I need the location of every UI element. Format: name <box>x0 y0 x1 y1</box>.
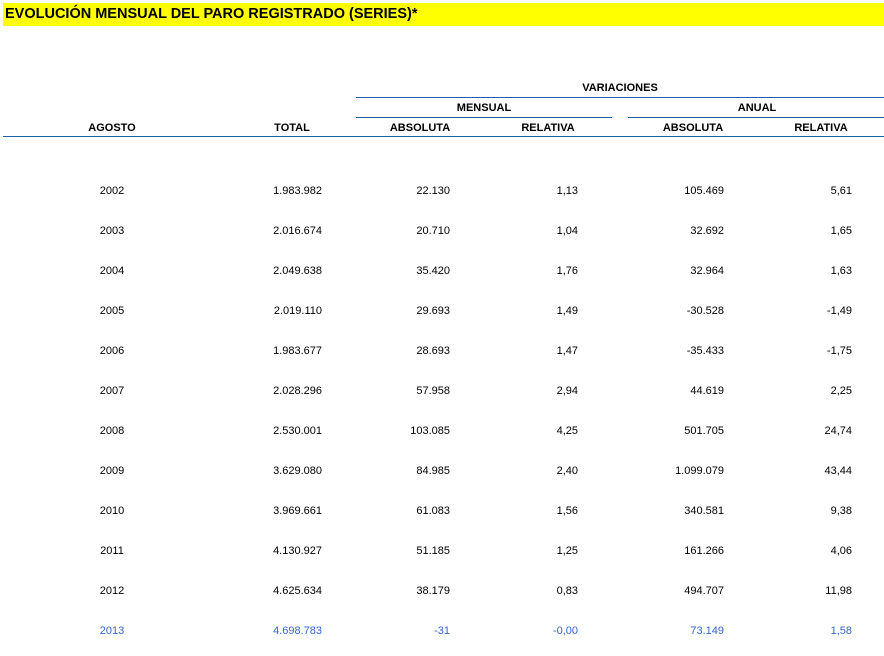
cell-year: 2005 <box>99 305 125 317</box>
cell-anual-absoluta: 44.619 <box>690 385 724 397</box>
page-title: EVOLUCIÓN MENSUAL DEL PARO REGISTRADO (SERIES)* <box>3 3 884 26</box>
cell-anual-relativa: 5,61 <box>830 185 852 197</box>
cell-year: 2004 <box>99 265 125 277</box>
cell-anual-absoluta: 73.149 <box>690 625 724 637</box>
cell-anual-relativa: -1,75 <box>826 345 852 357</box>
cell-year: 2012 <box>99 585 125 597</box>
cell-mensual-absoluta: -31 <box>434 625 450 637</box>
cell-total: 4.625.634 <box>273 585 322 597</box>
header-rule-variaciones <box>356 97 884 98</box>
header-anual: ANUAL <box>737 102 777 114</box>
cell-total: 2.019.110 <box>273 305 322 317</box>
cell-total: 2.530.001 <box>273 425 322 437</box>
cell-year: 2006 <box>99 345 125 357</box>
cell-year: 2007 <box>99 385 125 397</box>
header-rule-mensual <box>356 117 612 118</box>
cell-mensual-absoluta: 57.958 <box>416 385 450 397</box>
cell-anual-absoluta: -35.433 <box>686 345 724 357</box>
cell-anual-absoluta: 105.469 <box>684 185 724 197</box>
cell-total: 4.130.927 <box>273 545 322 557</box>
cell-anual-absoluta: 32.692 <box>690 225 724 237</box>
cell-anual-relativa: 24,74 <box>824 425 852 437</box>
cell-year: 2009 <box>99 465 125 477</box>
header-rule-anual <box>628 117 884 118</box>
cell-year: 2013 <box>99 625 125 637</box>
cell-mensual-relativa: 4,25 <box>556 425 578 437</box>
header-rule-main <box>3 136 884 137</box>
cell-mensual-absoluta: 28.693 <box>416 345 450 357</box>
cell-year: 2008 <box>99 425 125 437</box>
header-mensual: MENSUAL <box>456 102 512 114</box>
cell-anual-relativa: -1,49 <box>826 305 852 317</box>
cell-total: 1.983.982 <box>273 185 322 197</box>
cell-total: 2.049.638 <box>273 265 322 277</box>
cell-mensual-absoluta: 103.085 <box>410 425 450 437</box>
cell-mensual-relativa: 1,49 <box>556 305 578 317</box>
cell-mensual-relativa: 1,13 <box>556 185 578 197</box>
cell-anual-relativa: 1,65 <box>830 225 852 237</box>
cell-total: 2.016.674 <box>273 225 322 237</box>
header-mensual-relativa: RELATIVA <box>521 122 575 134</box>
cell-anual-relativa: 1,58 <box>830 625 852 637</box>
cell-mensual-absoluta: 51.185 <box>416 545 450 557</box>
cell-year: 2002 <box>99 185 125 197</box>
cell-total: 3.969.661 <box>273 505 322 517</box>
cell-mensual-relativa: 1,47 <box>556 345 578 357</box>
cell-mensual-absoluta: 38.179 <box>416 585 450 597</box>
cell-year: 2011 <box>100 545 124 557</box>
header-agosto: AGOSTO <box>88 122 136 134</box>
cell-anual-absoluta: 494.707 <box>684 585 724 597</box>
cell-anual-relativa: 2,25 <box>830 385 852 397</box>
cell-mensual-absoluta: 35.420 <box>416 265 450 277</box>
cell-anual-relativa: 4,06 <box>830 545 852 557</box>
cell-anual-absoluta: 501.705 <box>684 425 724 437</box>
cell-total: 2.028.296 <box>273 385 322 397</box>
cell-mensual-absoluta: 84.985 <box>416 465 450 477</box>
cell-mensual-relativa: 2,94 <box>556 385 578 397</box>
header-variaciones: VARIACIONES <box>582 82 658 94</box>
cell-total: 4.698.783 <box>273 625 322 637</box>
cell-mensual-absoluta: 61.083 <box>416 505 450 517</box>
cell-anual-relativa: 1,63 <box>830 265 852 277</box>
cell-mensual-absoluta: 29.693 <box>416 305 450 317</box>
cell-mensual-absoluta: 20.710 <box>416 225 450 237</box>
cell-total: 1.983.677 <box>273 345 322 357</box>
cell-anual-absoluta: 1.099.079 <box>675 465 724 477</box>
cell-anual-relativa: 11,98 <box>825 585 852 597</box>
header-mensual-absoluta: ABSOLUTA <box>389 122 451 134</box>
cell-mensual-relativa: 2,40 <box>556 465 578 477</box>
cell-anual-relativa: 9,38 <box>830 505 852 517</box>
cell-mensual-absoluta: 22.130 <box>416 185 450 197</box>
header-anual-relativa: RELATIVA <box>794 122 848 134</box>
cell-year: 2003 <box>99 225 125 237</box>
cell-mensual-relativa: 1,25 <box>556 545 578 557</box>
cell-mensual-relativa: 1,56 <box>556 505 578 517</box>
cell-mensual-relativa: 1,04 <box>556 225 578 237</box>
cell-anual-absoluta: -30.528 <box>686 305 724 317</box>
cell-anual-absoluta: 161.266 <box>684 545 724 557</box>
cell-mensual-relativa: 0,83 <box>556 585 578 597</box>
header-anual-absoluta: ABSOLUTA <box>662 122 724 134</box>
cell-mensual-relativa: 1,76 <box>556 265 578 277</box>
cell-mensual-relativa: -0,00 <box>552 625 578 637</box>
cell-total: 3.629.080 <box>273 465 322 477</box>
cell-anual-absoluta: 340.581 <box>684 505 724 517</box>
cell-anual-relativa: 43,44 <box>824 465 852 477</box>
header-total: TOTAL <box>274 122 310 134</box>
cell-year: 2010 <box>99 505 125 517</box>
cell-anual-absoluta: 32.964 <box>690 265 724 277</box>
